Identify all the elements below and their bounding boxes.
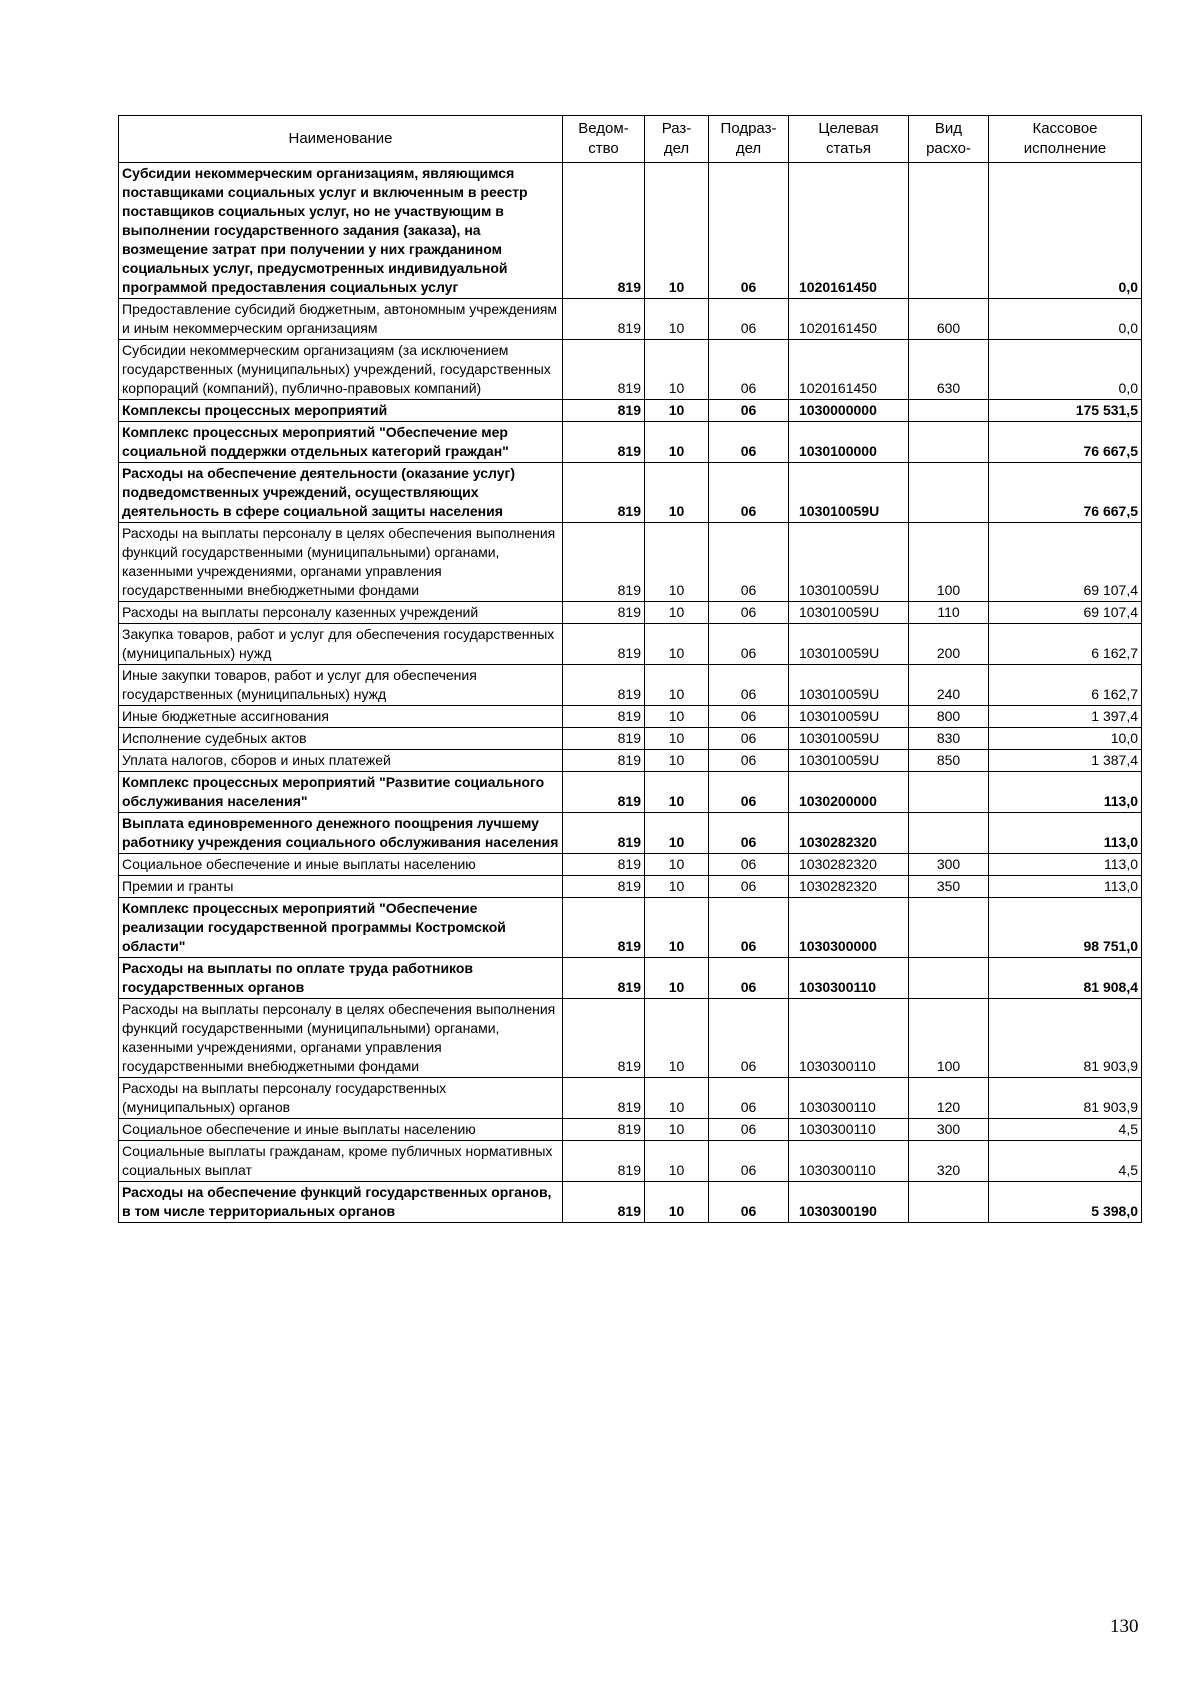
cell-name: Расходы на выплаты персоналу казенных учреждений (119, 602, 563, 624)
cell-amount: 81 908,4 (989, 958, 1142, 999)
cell-section: 10 (645, 1078, 709, 1119)
cell-dept: 819 (563, 1119, 645, 1141)
cell-kind: 800 (909, 706, 989, 728)
cell-dept: 819 (563, 854, 645, 876)
table-row (119, 340, 1142, 400)
cell-kind (909, 1182, 989, 1223)
cell-name: Социальные выплаты гражданам, кроме публичных нормативных социальных выплат (119, 1141, 563, 1182)
cell-amount: 81 903,9 (989, 999, 1142, 1078)
cell-name: Предоставление субсидий бюджетным, автономным учреждениям и иным некоммерческим организациям (119, 299, 563, 340)
table-row (119, 813, 1142, 854)
cell-dept: 819 (563, 898, 645, 958)
cell-name: Субсидии некоммерческим организациям (за исключением государственных (муниципальных) учреждений, государственных корпораций (компаний), публично-правовых компаний) (119, 340, 563, 400)
table-row (119, 728, 1142, 750)
cell-amount: 175 531,5 (989, 400, 1142, 422)
cell-name: Субсидии некоммерческим организациям, являющимся поставщиками социальных услуг и включенным в реестр поставщиков социальных услуг, но не участвующим в выполнении государственного задания (заказа), на возмещение затрат при получении у них гражданином социальных услуг, предусмотренных индивидуальной программой предоставления социальных услуг (119, 163, 563, 299)
cell-kind: 300 (909, 1119, 989, 1141)
cell-section: 10 (645, 898, 709, 958)
cell-name: Расходы на обеспечение функций государственных органов, в том числе территориальных органов (119, 1182, 563, 1223)
cell-amount: 113,0 (989, 876, 1142, 898)
cell-kind: 100 (909, 999, 989, 1078)
cell-target: 1030000000 (789, 400, 909, 422)
cell-amount: 113,0 (989, 772, 1142, 813)
table-row (119, 463, 1142, 523)
cell-section: 10 (645, 602, 709, 624)
table-row (119, 898, 1142, 958)
cell-amount: 0,0 (989, 299, 1142, 340)
cell-name: Социальное обеспечение и иные выплаты населению (119, 854, 563, 876)
cell-kind: 110 (909, 602, 989, 624)
cell-dept: 819 (563, 772, 645, 813)
cell-section: 10 (645, 400, 709, 422)
cell-target: 103010059U (789, 665, 909, 706)
cell-dept: 819 (563, 750, 645, 772)
cell-section: 10 (645, 999, 709, 1078)
header-row (119, 116, 1142, 163)
cell-target: 103010059U (789, 523, 909, 602)
cell-subsection: 06 (709, 624, 789, 665)
cell-subsection: 06 (709, 750, 789, 772)
cell-section: 10 (645, 299, 709, 340)
cell-target: 1030300110 (789, 1141, 909, 1182)
cell-subsection: 06 (709, 1119, 789, 1141)
cell-name: Расходы на выплаты персоналу в целях обеспечения выполнения функций государственными (муниципальными) органами, казенными учреждениями, органами управления государственными внебюджетными фондами (119, 999, 563, 1078)
header-kind: Вид расхо- (909, 116, 989, 163)
cell-kind (909, 898, 989, 958)
cell-subsection: 06 (709, 999, 789, 1078)
cell-target: 1030300110 (789, 958, 909, 999)
cell-amount: 6 162,7 (989, 665, 1142, 706)
cell-kind: 850 (909, 750, 989, 772)
cell-name: Закупка товаров, работ и услуг для обеспечения государственных (муниципальных) нужд (119, 624, 563, 665)
cell-dept: 819 (563, 523, 645, 602)
cell-section: 10 (645, 1182, 709, 1223)
cell-subsection: 06 (709, 1141, 789, 1182)
table-row (119, 422, 1142, 463)
cell-dept: 819 (563, 602, 645, 624)
cell-amount: 113,0 (989, 813, 1142, 854)
cell-subsection: 06 (709, 299, 789, 340)
cell-name: Расходы на выплаты по оплате труда работников государственных органов (119, 958, 563, 999)
cell-subsection: 06 (709, 958, 789, 999)
cell-target: 1030200000 (789, 772, 909, 813)
header-subsection: Подраз- дел (709, 116, 789, 163)
cell-dept: 819 (563, 1141, 645, 1182)
cell-target: 103010059U (789, 602, 909, 624)
cell-name: Иные бюджетные ассигнования (119, 706, 563, 728)
cell-target: 1020161450 (789, 299, 909, 340)
cell-subsection: 06 (709, 728, 789, 750)
cell-subsection: 06 (709, 706, 789, 728)
cell-section: 10 (645, 772, 709, 813)
cell-section: 10 (645, 813, 709, 854)
cell-subsection: 06 (709, 523, 789, 602)
cell-kind: 320 (909, 1141, 989, 1182)
cell-target: 1030300000 (789, 898, 909, 958)
cell-amount: 69 107,4 (989, 523, 1142, 602)
page-number: 130 (1110, 1616, 1139, 1637)
cell-dept: 819 (563, 463, 645, 523)
cell-dept: 819 (563, 706, 645, 728)
cell-target: 1020161450 (789, 163, 909, 299)
cell-subsection: 06 (709, 876, 789, 898)
cell-name: Расходы на выплаты персоналу в целях обеспечения выполнения функций государственными (муниципальными) органами, казенными учреждениями, органами управления государственными внебюджетными фондами (119, 523, 563, 602)
table-row (119, 854, 1142, 876)
cell-amount: 1 397,4 (989, 706, 1142, 728)
cell-amount: 98 751,0 (989, 898, 1142, 958)
cell-kind: 100 (909, 523, 989, 602)
cell-subsection: 06 (709, 340, 789, 400)
header-amount: Кассовое исполнение (989, 116, 1142, 163)
cell-kind (909, 813, 989, 854)
cell-section: 10 (645, 163, 709, 299)
cell-amount: 113,0 (989, 854, 1142, 876)
cell-amount: 1 387,4 (989, 750, 1142, 772)
cell-kind: 240 (909, 665, 989, 706)
cell-target: 1030282320 (789, 876, 909, 898)
cell-target: 103010059U (789, 624, 909, 665)
cell-amount: 0,0 (989, 163, 1142, 299)
cell-name: Иные закупки товаров, работ и услуг для обеспечения государственных (муниципальных) нужд (119, 665, 563, 706)
cell-dept: 819 (563, 340, 645, 400)
cell-section: 10 (645, 523, 709, 602)
cell-kind (909, 163, 989, 299)
table-row (119, 523, 1142, 602)
table-row (119, 400, 1142, 422)
cell-subsection: 06 (709, 422, 789, 463)
cell-subsection: 06 (709, 1078, 789, 1119)
cell-target: 1020161450 (789, 340, 909, 400)
cell-section: 10 (645, 854, 709, 876)
header-name: Наименование (119, 116, 563, 163)
cell-dept: 819 (563, 163, 645, 299)
cell-amount: 81 903,9 (989, 1078, 1142, 1119)
cell-section: 10 (645, 876, 709, 898)
cell-target: 1030100000 (789, 422, 909, 463)
cell-kind (909, 400, 989, 422)
cell-section: 10 (645, 958, 709, 999)
cell-name: Расходы на обеспечение деятельности (оказание услуг) подведомственных учреждений, осуществляющих деятельность в сфере социальной защиты населения (119, 463, 563, 523)
cell-name: Комплекс процессных мероприятий "Обеспечение мер социальной поддержки отдельных категорий граждан" (119, 422, 563, 463)
cell-kind (909, 772, 989, 813)
cell-amount: 4,5 (989, 1119, 1142, 1141)
header-dept: Ведом- ство (563, 116, 645, 163)
cell-name: Выплата единовременного денежного поощрения лучшему работнику учреждения социального обслуживания населения (119, 813, 563, 854)
cell-section: 10 (645, 706, 709, 728)
cell-amount: 76 667,5 (989, 463, 1142, 523)
cell-name: Комплекс процессных мероприятий "Развитие социального обслуживания населения" (119, 772, 563, 813)
cell-kind: 200 (909, 624, 989, 665)
cell-section: 10 (645, 340, 709, 400)
cell-target: 103010059U (789, 706, 909, 728)
cell-kind (909, 422, 989, 463)
cell-kind: 830 (909, 728, 989, 750)
table-row (119, 958, 1142, 999)
cell-amount: 4,5 (989, 1141, 1142, 1182)
cell-dept: 819 (563, 958, 645, 999)
cell-target: 103010059U (789, 750, 909, 772)
cell-dept: 819 (563, 665, 645, 706)
cell-subsection: 06 (709, 854, 789, 876)
cell-dept: 819 (563, 876, 645, 898)
cell-section: 10 (645, 1141, 709, 1182)
table-row (119, 750, 1142, 772)
table-row (119, 299, 1142, 340)
cell-target: 1030300110 (789, 1119, 909, 1141)
header-section: Раз- дел (645, 116, 709, 163)
cell-section: 10 (645, 1119, 709, 1141)
cell-dept: 819 (563, 1182, 645, 1223)
table-row (119, 665, 1142, 706)
cell-amount: 76 667,5 (989, 422, 1142, 463)
table-row (119, 772, 1142, 813)
cell-dept: 819 (563, 400, 645, 422)
cell-target: 1030282320 (789, 854, 909, 876)
cell-target: 1030282320 (789, 813, 909, 854)
cell-amount: 10,0 (989, 728, 1142, 750)
header-target: Целевая статья (789, 116, 909, 163)
cell-kind: 300 (909, 854, 989, 876)
table-row (119, 602, 1142, 624)
cell-kind (909, 463, 989, 523)
cell-target: 1030300190 (789, 1182, 909, 1223)
cell-dept: 819 (563, 728, 645, 750)
cell-amount: 6 162,7 (989, 624, 1142, 665)
cell-section: 10 (645, 624, 709, 665)
cell-kind: 350 (909, 876, 989, 898)
cell-dept: 819 (563, 624, 645, 665)
cell-amount: 5 398,0 (989, 1182, 1142, 1223)
cell-subsection: 06 (709, 163, 789, 299)
cell-name: Премии и гранты (119, 876, 563, 898)
table-row (119, 706, 1142, 728)
cell-target: 103010059U (789, 728, 909, 750)
cell-amount: 0,0 (989, 340, 1142, 400)
cell-subsection: 06 (709, 665, 789, 706)
cell-kind: 630 (909, 340, 989, 400)
table-row (119, 1141, 1142, 1182)
cell-target: 103010059U (789, 463, 909, 523)
cell-name: Социальное обеспечение и иные выплаты населению (119, 1119, 563, 1141)
cell-target: 1030300110 (789, 999, 909, 1078)
cell-subsection: 06 (709, 772, 789, 813)
cell-kind (909, 958, 989, 999)
cell-subsection: 06 (709, 463, 789, 523)
cell-subsection: 06 (709, 813, 789, 854)
cell-dept: 819 (563, 813, 645, 854)
budget-table (118, 115, 1142, 1223)
table-row (119, 1182, 1142, 1223)
cell-name: Комплекс процессных мероприятий "Обеспечение реализации государственной программы Костромской области" (119, 898, 563, 958)
cell-section: 10 (645, 665, 709, 706)
cell-kind: 600 (909, 299, 989, 340)
table-body (119, 163, 1142, 1223)
cell-amount: 69 107,4 (989, 602, 1142, 624)
cell-dept: 819 (563, 999, 645, 1078)
cell-section: 10 (645, 750, 709, 772)
table-row (119, 163, 1142, 299)
cell-name: Расходы на выплаты персоналу государственных (муниципальных) органов (119, 1078, 563, 1119)
table-row (119, 1119, 1142, 1141)
cell-dept: 819 (563, 299, 645, 340)
table-row (119, 1078, 1142, 1119)
table-row (119, 999, 1142, 1078)
cell-subsection: 06 (709, 400, 789, 422)
cell-section: 10 (645, 422, 709, 463)
cell-dept: 819 (563, 422, 645, 463)
cell-target: 1030300110 (789, 1078, 909, 1119)
table-row (119, 624, 1142, 665)
cell-subsection: 06 (709, 1182, 789, 1223)
cell-name: Комплексы процессных мероприятий (119, 400, 563, 422)
cell-section: 10 (645, 728, 709, 750)
cell-name: Исполнение судебных актов (119, 728, 563, 750)
cell-name: Уплата налогов, сборов и иных платежей (119, 750, 563, 772)
cell-subsection: 06 (709, 898, 789, 958)
cell-section: 10 (645, 463, 709, 523)
cell-kind: 120 (909, 1078, 989, 1119)
cell-dept: 819 (563, 1078, 645, 1119)
cell-subsection: 06 (709, 602, 789, 624)
table-row (119, 876, 1142, 898)
